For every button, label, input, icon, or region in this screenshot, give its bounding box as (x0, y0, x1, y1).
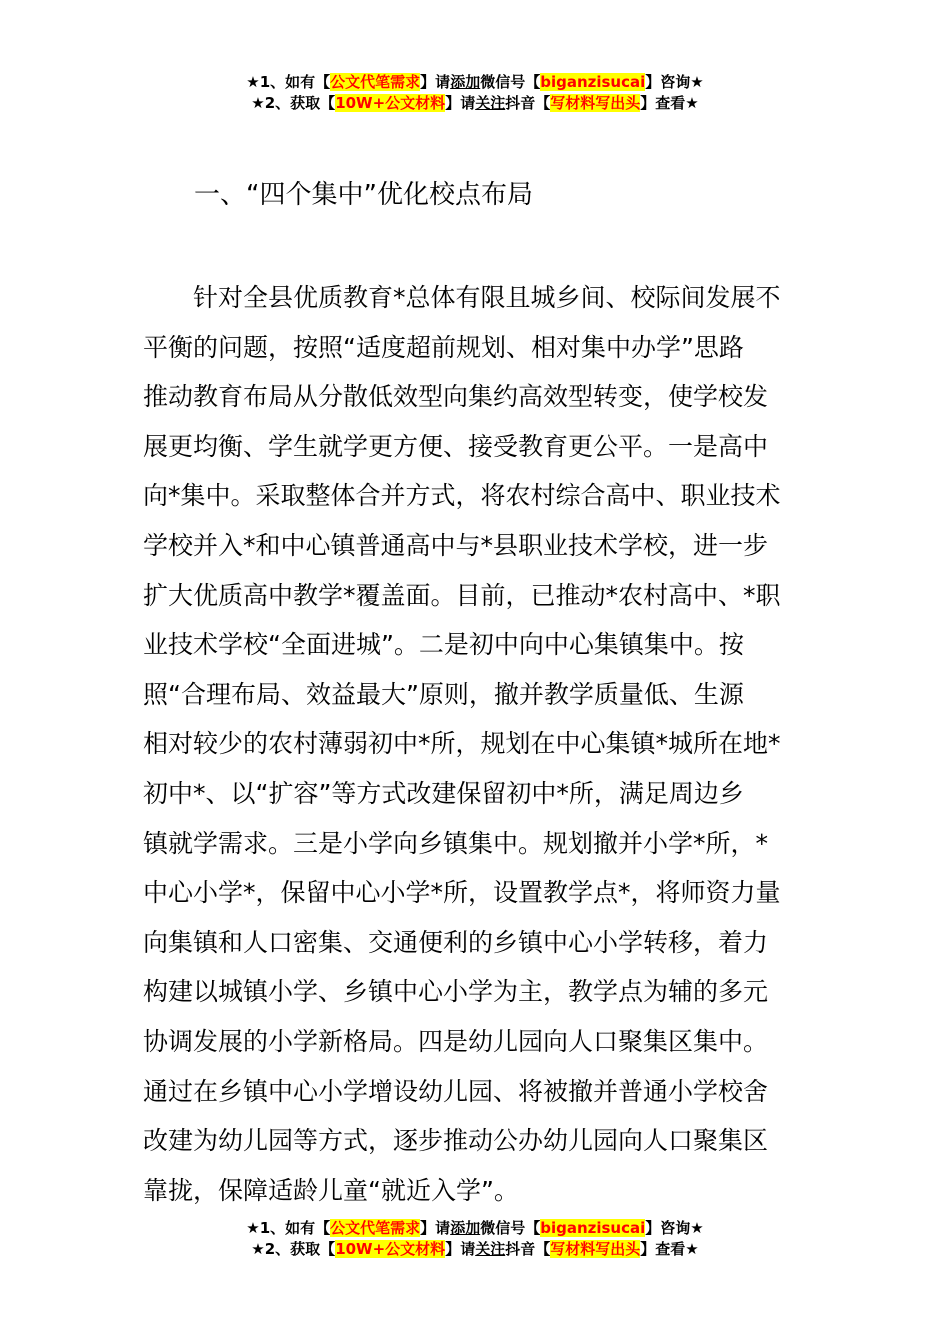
paragraph-line: 平衡的问题，按照“适度超前规划、相对集中办学”思路 (143, 332, 744, 362)
banner-line-2: ★2、获取【10W+公文材料】请关注抖音【写材料写出头】查看★ (251, 94, 699, 112)
paragraph-line: 中心小学*，保留中心小学*所，设置教学点*，将师资力量 (143, 878, 781, 908)
body-paragraph (143, 273, 811, 1215)
paragraph-line: 构建以城镇小学、乡镇中心小学为主，教学点为辅的多元 (143, 977, 769, 1007)
highlight-text: 写材料写出头 (550, 94, 641, 112)
highlight-text: 10W+公文材料 (335, 1240, 446, 1258)
banner-line-1: ★1、如有【公文代笔需求】请添加微信号【biganzisucai】咨询★ (246, 1219, 704, 1237)
section-heading: 一、“四个集中”优化校点布局 (194, 180, 533, 210)
paragraph-line: 推动教育布局从分散低效型向集约高效型转变，使学校发 (143, 382, 769, 412)
paragraph-line: 展更均衡、学生就学更方便、接受教育更公平。一是高中 (143, 431, 769, 461)
paragraph-line: 业技术学校“全面进城”。二是初中向中心集镇集中。按 (143, 630, 744, 660)
paragraph-line: 向*集中。采取整体合并方式，将农村综合高中、职业技术 (143, 481, 781, 511)
highlight-text: 公文代笔需求 (330, 1219, 421, 1237)
paragraph-line: 扩大优质高中教学*覆盖面。目前，已推动*农村高中、*职 (143, 580, 781, 610)
banner-line-2: ★2、获取【10W+公文材料】请关注抖音【写材料写出头】查看★ (251, 1240, 699, 1258)
highlight-text: 写材料写出头 (550, 1240, 641, 1258)
paragraph-line: 初中*、以“扩容”等方式改建保留初中*所，满足周边乡 (143, 778, 744, 808)
highlight-text: biganzisucai (540, 1219, 646, 1237)
paragraph-line: 通过在乡镇中心小学增设幼儿园、将被撤并普通小学校舍 (143, 1076, 769, 1106)
paragraph-line: 相对较少的农村薄弱初中*所，规划在中心集镇*城所在地* (143, 729, 781, 759)
highlight-text: 公文代笔需求 (330, 73, 421, 91)
paragraph-line: 镇就学需求。三是小学向乡镇集中。规划撤并小学*所，* (143, 828, 769, 858)
highlight-text: 10W+公文材料 (335, 94, 446, 112)
paragraph-line: 学校并入*和中心镇普通高中与*县职业技术学校，进一步 (143, 530, 769, 560)
paragraph-line: 靠拢，保障适龄儿童“就近入学”。 (143, 1175, 519, 1205)
paragraph-line: 向集镇和人口密集、交通便利的乡镇中心小学转移，着力 (143, 927, 769, 957)
banner-line-1: ★1、如有【公文代笔需求】请添加微信号【biganzisucai】咨询★ (246, 73, 704, 91)
paragraph-line: 针对全县优质教育*总体有限且城乡间、校际间发展不 (143, 283, 781, 312)
paragraph-line: 改建为幼儿园等方式，逐步推动公办幼儿园向人口聚集区 (143, 1126, 769, 1156)
footer-banner (0, 1218, 950, 1260)
highlight-text: biganzisucai (540, 73, 646, 91)
paragraph-line: 协调发展的小学新格局。四是幼儿园向人口聚集区集中。 (143, 1026, 769, 1056)
paragraph-line: 照“合理布局、效益最大”原则，撤并教学质量低、生源 (143, 679, 744, 709)
header-banner (0, 72, 950, 114)
